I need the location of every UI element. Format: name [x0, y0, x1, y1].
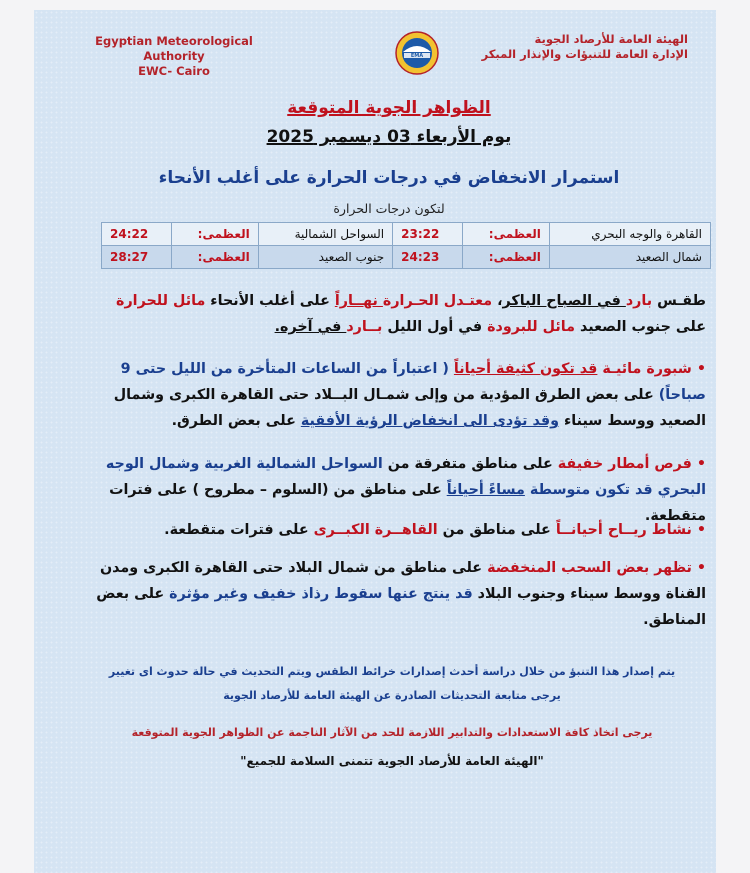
temp-max-label: العظمى:	[462, 223, 549, 246]
temperature-row	[102, 246, 711, 269]
text-run: نشاط ريــاح أحيانــاً	[555, 522, 692, 538]
clouds-paragraph	[84, 555, 706, 633]
text-run: على جنوب الصعيد	[575, 319, 706, 335]
text-run: معتـدل الحـرارة	[382, 293, 493, 309]
text-run: على مناطق من	[437, 522, 556, 538]
bulletin-subtitle: استمرار الانخفاض في درجات الحرارة على أغلب الأنحاء	[158, 168, 620, 188]
text-run: بارد	[625, 293, 653, 309]
temp-value: 23:22	[393, 223, 463, 246]
text-run: ،	[492, 293, 503, 309]
temperature-row	[102, 223, 711, 246]
bullet: •	[696, 560, 706, 576]
text-run: على مناطق متفرقة من	[382, 456, 558, 472]
bullet: •	[696, 361, 706, 377]
temp-value: 24:23	[393, 246, 463, 269]
text-run: السواحل الشمالية الغربية وشمال الوجه البحري قد تكون متوسطة	[105, 456, 706, 498]
text-run: شبورة مائيـة	[597, 361, 692, 377]
temp-region: القاهرة والوجه البحري	[549, 223, 710, 246]
text-run: فرص أمطار خفيفة	[557, 456, 692, 472]
text-run: على فترات متقطعة.	[164, 522, 314, 538]
fog-paragraph	[84, 356, 706, 434]
general-weather-paragraph	[84, 288, 706, 340]
text-run: قد تكون كثيفة أحياناً	[453, 361, 598, 377]
text-run: على مناطق من (السلوم – مطروح ) على فترات متقطعة.	[109, 482, 706, 524]
text-run: في آخره.	[274, 319, 347, 335]
update-note: يتم إصدار هذا التنبؤ من خلال دراسة أحدث إصدارات خرائط الطقس ويتم التحديث في حالة حدوث اى تغيير	[108, 665, 676, 678]
authority-name-en: Egyptian Meteorological Authority	[95, 34, 253, 63]
bulletin-title	[74, 98, 704, 118]
header-english	[74, 34, 274, 79]
precautions-note: يرجى اتخاذ كافة الاستعدادات والتدابير اللازمة للحد من الآثار الناجمة عن الظواهر الجوية المتوقعة	[131, 726, 653, 739]
text-run: تظهر بعض السحب المنخفضة	[487, 560, 692, 576]
text-run: على بعض الطرق.	[171, 413, 301, 429]
temp-max-label: العظمى:	[171, 246, 258, 269]
text-run: في أول الليل	[382, 319, 488, 335]
department-name-ar: الإدارة العامة للتنبؤات والإنذار المبكر	[481, 47, 688, 61]
temp-max-label: العظمى:	[171, 223, 258, 246]
bulletin-title-text: الظواهر الجوية المتوقعة	[287, 98, 491, 118]
temperature-caption: لتكون درجات الحرارة	[333, 201, 445, 216]
text-run: قد ينتج عنها سقوط رذاذ خفيف وغير مؤثرة	[169, 586, 473, 602]
temp-region: جنوب الصعيد	[258, 246, 392, 269]
text-run: وقد تؤدى الى انخفاض الرؤية الأفقية	[300, 413, 559, 429]
temp-region: السواحل الشمالية	[258, 223, 392, 246]
safety-wish-note: "الهيئة العامة للأرصاد الجوية تتمنى السلامة للجميع"	[240, 754, 544, 768]
text-run: مائل للحرارة	[116, 293, 206, 309]
text-run: مساءً أحياناً	[446, 482, 525, 498]
text-run: طقـس	[652, 293, 706, 309]
text-run: على مناطق من شمال البلاد حتى القاهرة الكبرى ومدن القناة ووسط سيناء وجنوب البلاد	[99, 560, 706, 602]
temp-region: شمال الصعيد	[549, 246, 710, 269]
temp-max-label: العظمى:	[462, 246, 549, 269]
bullet: •	[696, 456, 706, 472]
follow-updates-note: يرجى متابعة التحديثات الصادرة عن الهيئة العامة للأرصاد الجوية	[223, 689, 561, 702]
wind-paragraph	[84, 517, 706, 543]
text-run: القاهــرة الكبــرى	[313, 522, 438, 538]
text-run: في الصباح الباكر	[502, 293, 626, 309]
center-name-en: EWC- Cairo	[138, 64, 210, 78]
header-arabic	[428, 32, 688, 62]
temp-value: 28:27	[102, 246, 172, 269]
text-run: ( اعتباراً من الساعات المتأخرة من الليل حتى 9 صباحاً)	[120, 361, 706, 403]
text-run: نهــاراً	[334, 293, 383, 309]
text-run: على بعض الطرق المؤدية من وإلى شمـال البــلاد حتى القاهرة الكبرى وشمال الصعيد ووسط سيناء	[113, 387, 706, 429]
temp-value: 24:22	[102, 223, 172, 246]
bulletin-sheet	[34, 10, 716, 873]
text-run: بــارد	[346, 319, 383, 335]
text-run: على بعض المناطق.	[96, 586, 706, 628]
bullet: •	[696, 522, 706, 538]
text-run: على أغلب الأنحاء	[205, 293, 335, 309]
authority-name-ar: الهيئة العامة للأرصاد الجوية	[534, 32, 688, 46]
bulletin-date	[74, 127, 704, 147]
bulletin-date-text: يوم الأربعاء 03 ديسمبر 2025	[266, 127, 512, 147]
text-run: مائل للبرودة	[487, 319, 575, 335]
temperature-table	[101, 222, 711, 269]
logo-text: EMA	[410, 53, 424, 59]
